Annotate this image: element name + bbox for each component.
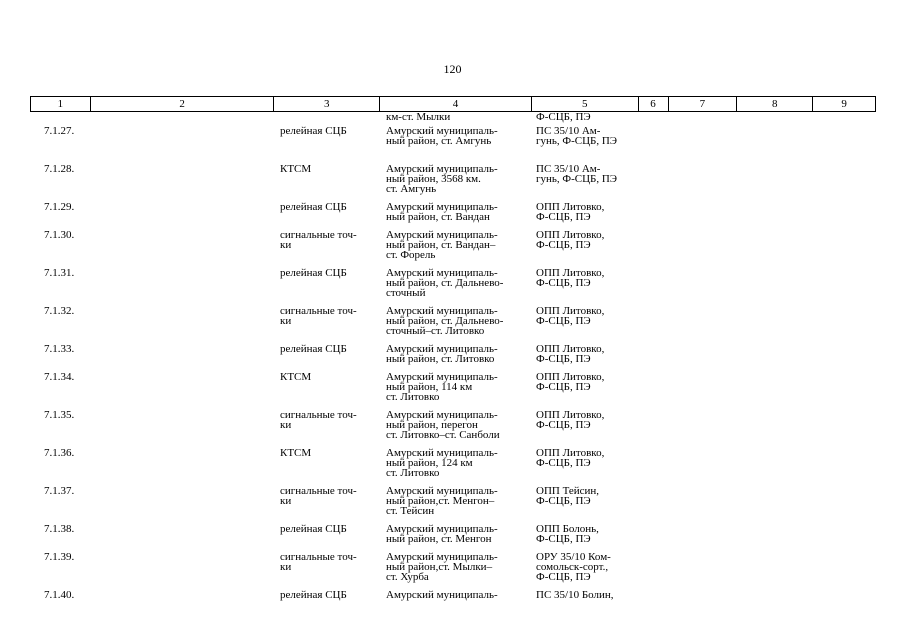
empty-cell <box>90 448 274 486</box>
table-row <box>30 164 876 202</box>
object-type-cell: сигнальные точ- ки <box>280 409 357 431</box>
power-source-cell: ОПП Литовко, Ф-СЦБ, ПЭ <box>536 305 605 327</box>
object-type-cell: релейная СЦБ <box>280 589 347 601</box>
continuation-location: км-ст. Мылки <box>386 111 451 123</box>
row-number: 7.1.36. <box>44 447 75 459</box>
table-row <box>30 268 876 306</box>
row-number: 7.1.34. <box>44 371 75 383</box>
empty-cell <box>90 486 274 524</box>
table-row <box>30 590 876 604</box>
empty-cell <box>90 202 274 230</box>
empty-cell <box>90 230 274 268</box>
location-cell: Амурский муниципаль- <box>386 589 498 601</box>
column-header-3: 3 <box>274 97 380 111</box>
location-cell: Амурский муниципаль- ный район,ст. Мылки– ст. Хурба <box>386 551 498 583</box>
table-row <box>30 372 876 410</box>
power-source-cell: ОПП Болонь, Ф-СЦБ, ПЭ <box>536 523 599 545</box>
power-source-cell: ПС 35/10 Ам- гунь, Ф-СЦБ, ПЭ <box>536 163 618 185</box>
power-source-cell: ОПП Тейсин, Ф-СЦБ, ПЭ <box>536 485 600 507</box>
row-number: 7.1.37. <box>44 485 75 497</box>
column-header-5: 5 <box>532 97 639 111</box>
object-type-cell: релейная СЦБ <box>280 201 347 213</box>
empty-cell <box>90 306 274 344</box>
empty-cell <box>90 552 274 590</box>
continuation-row <box>30 112 876 122</box>
object-type-cell: релейная СЦБ <box>280 343 347 355</box>
empty-cell <box>90 524 274 552</box>
power-source-cell: ПС 35/10 Ам- гунь, Ф-СЦБ, ПЭ <box>536 125 618 147</box>
power-source-cell: ОПП Литовко, Ф-СЦБ, ПЭ <box>536 447 605 469</box>
object-type-cell: сигнальные точ- ки <box>280 229 357 251</box>
object-type-cell: сигнальные точ- ки <box>280 485 357 507</box>
row-number: 7.1.40. <box>44 589 75 601</box>
location-cell: Амурский муниципаль- ный район, ст. Менгон <box>386 523 498 545</box>
object-type-cell: КТСМ <box>280 447 312 459</box>
row-number: 7.1.39. <box>44 551 75 563</box>
continuation-power: Ф-СЦБ, ПЭ <box>536 111 591 123</box>
column-header-4: 4 <box>380 97 532 111</box>
column-header-6: 6 <box>639 97 669 111</box>
power-source-cell: ОРУ 35/10 Ком- сомольск-сорт., Ф-СЦБ, ПЭ <box>536 551 611 583</box>
empty-cell <box>90 590 274 604</box>
row-number: 7.1.28. <box>44 163 75 175</box>
table-row <box>30 552 876 590</box>
table-row <box>30 126 876 164</box>
table-row <box>30 202 876 230</box>
empty-cell <box>90 126 274 164</box>
table-row <box>30 230 876 268</box>
location-cell: Амурский муниципаль- ный район, ст. Дальнево- сточный <box>386 267 504 299</box>
empty-cell <box>90 372 274 410</box>
object-type-cell: релейная СЦБ <box>280 267 347 279</box>
column-header-7: 7 <box>669 97 738 111</box>
column-header-2: 2 <box>91 97 275 111</box>
row-number: 7.1.38. <box>44 523 75 535</box>
power-source-cell: ПС 35/10 Болин, <box>536 589 614 601</box>
column-header-9: 9 <box>841 98 847 110</box>
power-source-cell: ОПП Литовко, Ф-СЦБ, ПЭ <box>536 201 605 223</box>
table-row <box>30 410 876 448</box>
object-type-cell: сигнальные точ- ки <box>280 305 357 327</box>
row-number: 7.1.32. <box>44 305 75 317</box>
location-cell: Амурский муниципаль- ный район, ст. Дальнево- сточный–ст. Литовко <box>386 305 504 337</box>
row-number: 7.1.27. <box>44 125 75 137</box>
power-source-cell: ОПП Литовко, Ф-СЦБ, ПЭ <box>536 371 605 393</box>
row-number: 7.1.29. <box>44 201 75 213</box>
empty-cell <box>90 268 274 306</box>
table-row <box>30 344 876 372</box>
power-source-cell: ОПП Литовко, Ф-СЦБ, ПЭ <box>536 343 605 365</box>
table-header-row <box>30 96 876 112</box>
object-type-cell: релейная СЦБ <box>280 125 347 137</box>
location-cell: Амурский муниципаль- ный район, перегон ст. Литовко–ст. Санболи <box>386 409 500 441</box>
location-cell: Амурский муниципаль- ный район, ст. Вандан <box>386 201 498 223</box>
location-cell: Амурский муниципаль- ный район, ст. Амгунь <box>386 125 498 147</box>
table-body <box>30 112 876 604</box>
power-source-cell: ОПП Литовко, Ф-СЦБ, ПЭ <box>536 229 605 251</box>
location-cell: Амурский муниципаль- ный район,ст. Менгон– ст. Тейсин <box>386 485 498 517</box>
location-cell: Амурский муниципаль- ный район, 124 км ст. Литовко <box>386 447 498 479</box>
data-table <box>30 96 876 604</box>
location-cell: Амурский муниципаль- ный район, 3568 км. ст. Амгунь <box>386 163 498 195</box>
row-number: 7.1.33. <box>44 343 75 355</box>
location-cell: Амурский муниципаль- ный район, 114 км ст. Литовко <box>386 371 498 403</box>
row-number: 7.1.30. <box>44 229 75 241</box>
location-cell: Амурский муниципаль- ный район, ст. Вандан– ст. Форель <box>386 229 498 261</box>
row-number: 7.1.31. <box>44 267 75 279</box>
table-row <box>30 306 876 344</box>
table-row <box>30 524 876 552</box>
row-number: 7.1.35. <box>44 409 75 421</box>
power-source-cell: ОПП Литовко, Ф-СЦБ, ПЭ <box>536 409 605 431</box>
object-type-cell: КТСМ <box>280 163 312 175</box>
empty-cell <box>90 410 274 448</box>
table-row <box>30 448 876 486</box>
object-type-cell: релейная СЦБ <box>280 523 347 535</box>
location-cell: Амурский муниципаль- ный район, ст. Литовко <box>386 343 498 365</box>
empty-cell <box>90 164 274 202</box>
object-type-cell: КТСМ <box>280 371 312 383</box>
power-source-cell: ОПП Литовко, Ф-СЦБ, ПЭ <box>536 267 605 289</box>
empty-cell <box>90 344 274 372</box>
page-number: 120 <box>443 62 462 76</box>
object-type-cell: сигнальные точ- ки <box>280 551 357 573</box>
column-header-1: 1 <box>31 97 91 111</box>
table-row <box>30 486 876 524</box>
column-header-8: 8 <box>737 97 813 111</box>
